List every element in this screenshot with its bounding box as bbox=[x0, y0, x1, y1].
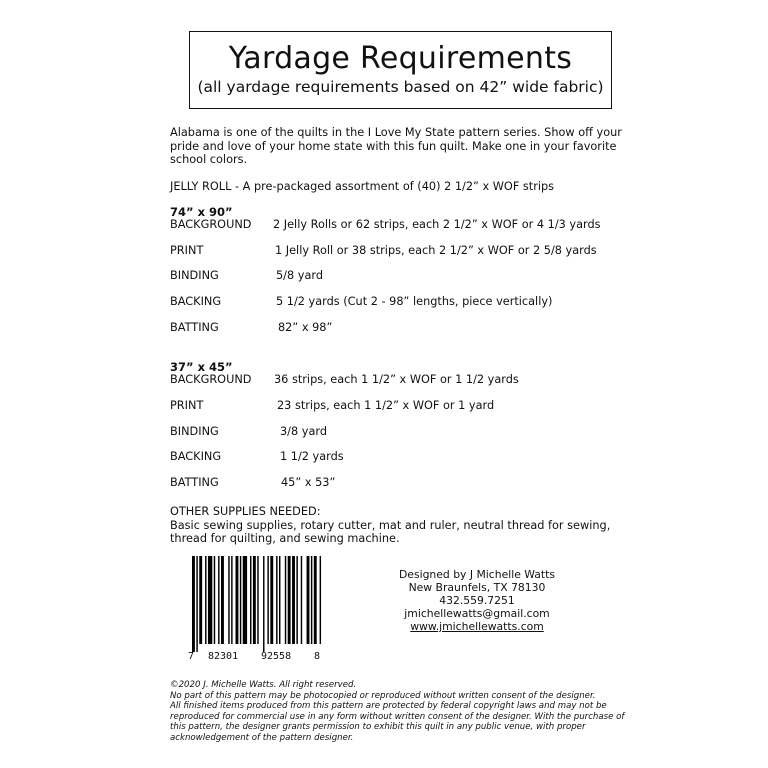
barcode-bar bbox=[231, 556, 232, 644]
footer-legal bbox=[170, 680, 635, 744]
barcode-bar bbox=[240, 556, 241, 644]
supplies-text: Basic sewing supplies, rotary cutter, mat and ruler, neutral thread for sewing, thread for quilting, and sewing machine. bbox=[170, 518, 611, 545]
requirement-label: BACKGROUND bbox=[170, 218, 252, 231]
barcode-bar bbox=[199, 556, 202, 644]
barcode-bar bbox=[263, 556, 264, 652]
designer-contact bbox=[396, 568, 558, 633]
requirement-value: 5 1/2 yards (Cut 2 - 98” lengths, piece vertically) bbox=[276, 295, 553, 308]
requirement-value: 1 Jelly Roll or 38 strips, each 2 1/2” x WOF or 2 5/8 yards bbox=[275, 244, 597, 257]
requirement-value: 1 1/2 yards bbox=[280, 450, 344, 463]
requirement-label: BACKING bbox=[170, 450, 222, 463]
copyright-law-notice: All finished items produced from this pattern are protected by federal copyright laws and may not be reproduced for commercial use in any form without written consent of the designer. With the purchase of this pattern, the designer grants permission to exhibit this quilt in any public venue, with proper acknowledgement of the pattern designer. bbox=[170, 701, 625, 743]
requirement-label: BACKGROUND bbox=[170, 373, 252, 386]
barcode-bar bbox=[276, 556, 277, 644]
barcode-digit-group: 92558 bbox=[261, 651, 292, 662]
intro-paragraph: Alabama is one of the quilts in the I Love My State pattern series. Show off your pride and love of your home state with this fun quilt. Make one in your favorite school colors. bbox=[170, 126, 622, 166]
requirement-label: PRINT bbox=[170, 244, 204, 257]
barcode-bar bbox=[270, 556, 273, 644]
size-heading-small: 37” x 45” bbox=[170, 360, 233, 374]
barcode-bar bbox=[221, 556, 224, 644]
barcode-bar bbox=[208, 556, 212, 644]
designer-location: New Braunfels, TX 78130 bbox=[408, 581, 546, 594]
requirement-value: 5/8 yard bbox=[276, 269, 323, 282]
requirement-label: BINDING bbox=[170, 269, 219, 282]
barcode-bar bbox=[292, 556, 295, 644]
barcode-bar bbox=[296, 556, 297, 644]
barcode-digit-group: 82301 bbox=[208, 651, 239, 662]
barcode bbox=[188, 556, 323, 668]
barcode-bar bbox=[196, 556, 197, 652]
requirement-value: 2 Jelly Rolls or 62 strips, each 2 1/2” x WOF or 4 1/3 yards bbox=[273, 218, 601, 231]
barcode-bar bbox=[205, 556, 206, 644]
requirement-label: BATTING bbox=[170, 476, 219, 489]
barcode-bar bbox=[288, 556, 291, 644]
barcode-bar bbox=[301, 556, 302, 644]
page-title: Yardage Requirements bbox=[228, 41, 573, 76]
designer-phone: 432.559.7251 bbox=[439, 594, 515, 607]
size-heading-large: 74” x 90” bbox=[170, 205, 233, 219]
requirement-value: 36 strips, each 1 1/2” x WOF or 1 1/2 yards bbox=[274, 373, 519, 386]
supplies-section bbox=[170, 505, 630, 546]
supplies-heading: OTHER SUPPLIES NEEDED: bbox=[170, 505, 321, 518]
barcode-bar bbox=[192, 556, 195, 652]
barcode-bar bbox=[243, 556, 247, 644]
barcode-bar bbox=[285, 556, 286, 644]
designer-name: Designed by J Michelle Watts bbox=[398, 568, 555, 581]
barcode-digit-group: 8 bbox=[314, 651, 321, 662]
requirement-label: BACKING bbox=[170, 295, 222, 308]
barcode-bar bbox=[253, 556, 256, 644]
requirement-value: 82” x 98” bbox=[278, 321, 333, 334]
designer-email[interactable]: jmichellewatts@gmail.com bbox=[404, 607, 550, 620]
barcode-digit-group: 7 bbox=[188, 651, 195, 662]
barcode-bar bbox=[236, 556, 239, 644]
jelly-roll-note: JELLY ROLL - A pre-packaged assortment of (40) 2 1/2” x WOF strips bbox=[170, 180, 555, 193]
barcode-bar bbox=[311, 556, 312, 644]
barcode-bar bbox=[257, 556, 258, 644]
requirement-value: 3/8 yard bbox=[280, 425, 327, 438]
barcode-bar bbox=[250, 556, 251, 644]
reproduction-notice: No part of this pattern may be photocopied or reproduced without written consent of the designer. bbox=[170, 690, 596, 701]
barcode-bars bbox=[188, 556, 323, 652]
requirement-label: BATTING bbox=[170, 321, 219, 334]
page-subtitle: (all yardage requirements based on 42” wide fabric) bbox=[197, 78, 604, 96]
title-box bbox=[189, 31, 612, 109]
designer-website-link[interactable]: www.jmichellewatts.com bbox=[410, 620, 544, 633]
barcode-bar bbox=[279, 556, 280, 644]
barcode-bar bbox=[314, 556, 317, 644]
requirement-label: PRINT bbox=[170, 399, 204, 412]
requirement-value: 23 strips, each 1 1/2” x WOF or 1 yard bbox=[277, 399, 495, 412]
barcode-bar bbox=[214, 556, 215, 644]
copyright-notice: ©2020 J. Michelle Watts. All right reserved. bbox=[170, 680, 357, 690]
barcode-bar bbox=[320, 556, 321, 644]
barcode-bar bbox=[267, 556, 268, 644]
requirement-value: 45” x 53” bbox=[281, 476, 336, 489]
barcode-bar bbox=[307, 556, 310, 644]
barcode-bar bbox=[228, 556, 229, 644]
requirement-label: BINDING bbox=[170, 425, 219, 438]
barcode-bar bbox=[218, 556, 219, 644]
